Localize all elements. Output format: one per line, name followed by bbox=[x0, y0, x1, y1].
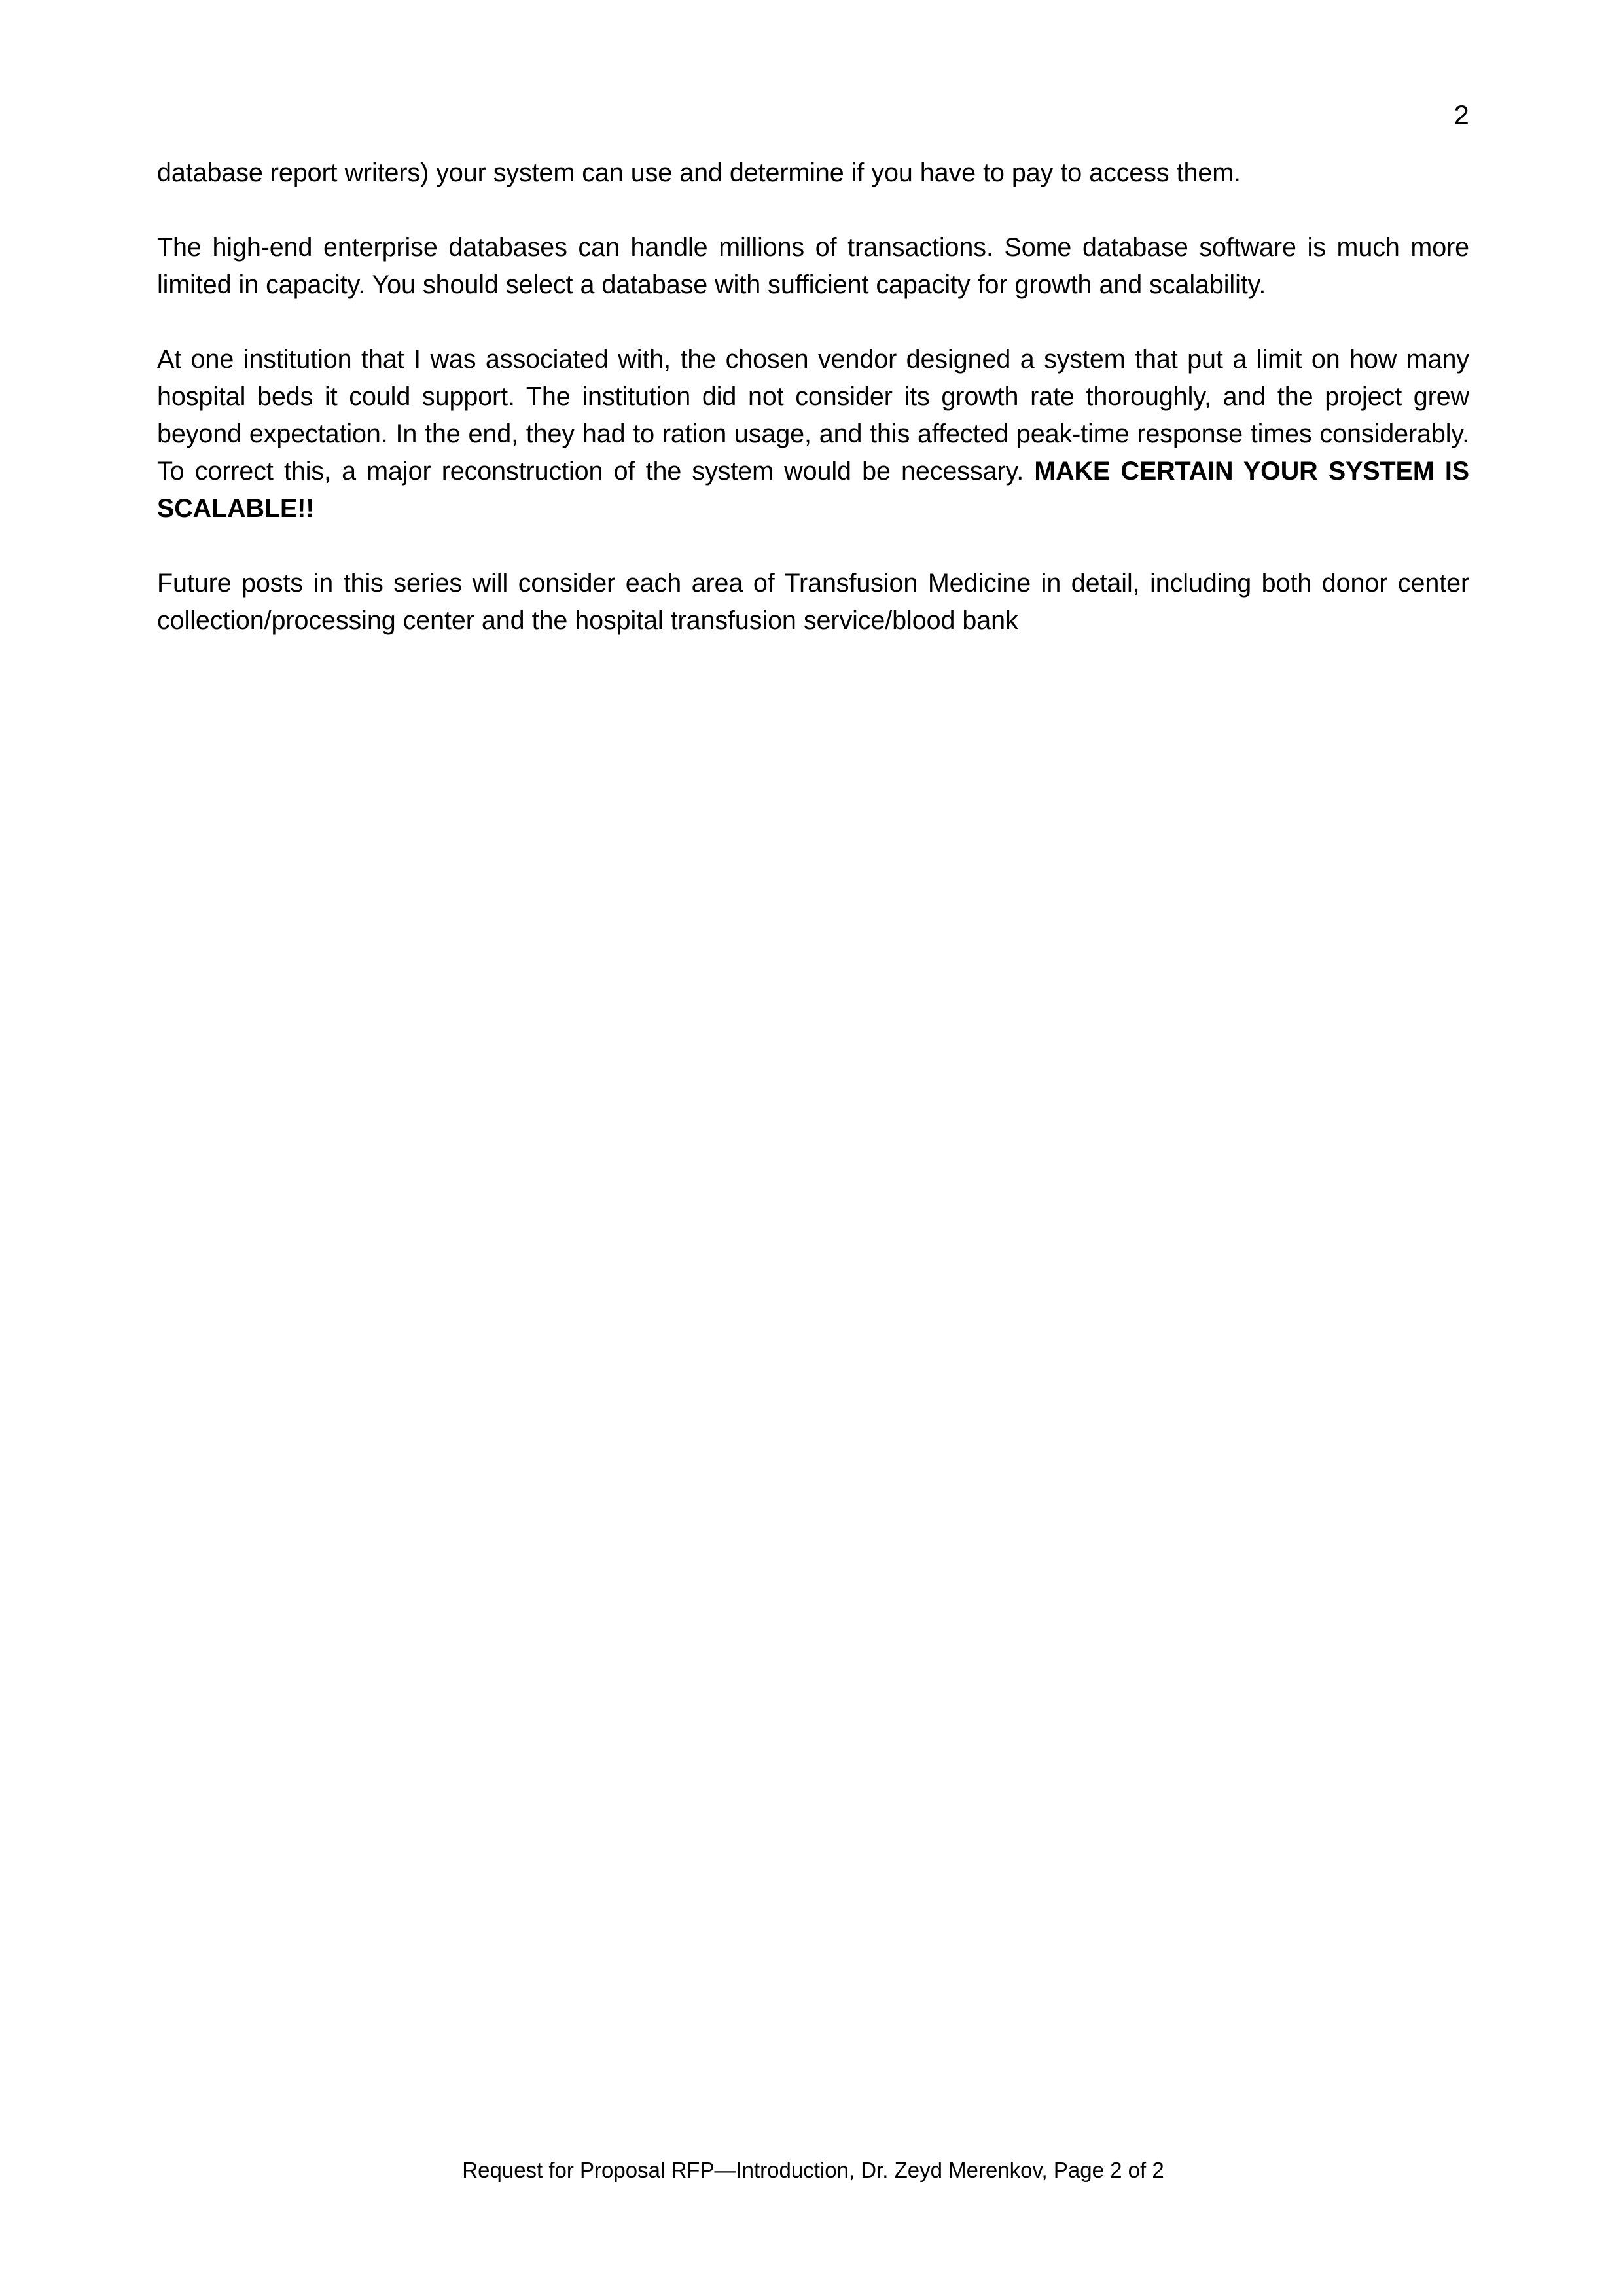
page-number: 2 bbox=[1454, 99, 1469, 130]
body-paragraph-3 bbox=[157, 341, 1469, 528]
body-paragraph-4: Future posts in this series will consider each area of Transfusion Medicine in detail, including both donor center collection/processing center and the hospital transfusion service/blood bank bbox=[157, 569, 1469, 635]
body-paragraph-2: The high-end enterprise databases can handle millions of transactions. Some database software is much more limited in capacity. You should select a database with sufficient capacity for growth and scalability. bbox=[157, 233, 1469, 299]
document-body bbox=[157, 154, 1469, 639]
body-paragraph-1: database report writers) your system can use and determine if you have to pay to access them. bbox=[157, 158, 1241, 187]
page-footer: Request for Proposal RFP—Introduction, Dr. Zeyd Merenkov, Page 2 of 2 bbox=[462, 2158, 1164, 2182]
emphasis-scalable-warning: MAKE CERTAIN YOUR SYSTEM IS SCALABLE!! bbox=[157, 457, 1469, 523]
body-paragraph-3-lead: At one institution that I was associated with, the chosen vendor designed a system that put a limit on how many hospital beds it could support. The institution did not consider its growth rate thoroughly, and the project grew beyond expectation. In the end, they had to ration usage, and this affected peak-time response times considerably. To correct this, a major reconstruction of the system would be necessary. bbox=[157, 345, 1469, 486]
